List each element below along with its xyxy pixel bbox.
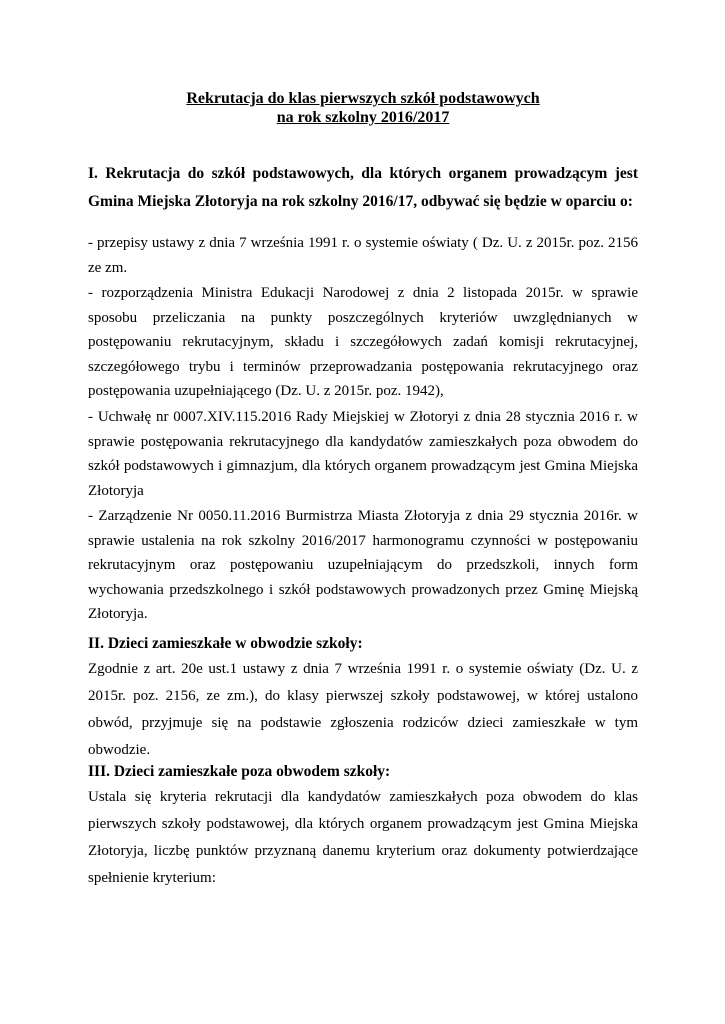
document-title-line2: na rok szkolny 2016/2017 xyxy=(276,109,450,126)
section1-item-3: - Uchwałę nr 0007.XIV.115.2016 Rady Miejskiej w Złotoryi z dnia 28 stycznia 2016 r. w sprawie postępowania rekrutacyjnego dla kandydatów zamieszkałych poza obwodem do szkół podstawowych i gimnazjum, dla których organem prowadzącym jest Gmina Miejska Złotoryja xyxy=(88,409,638,499)
section1-item-2: - rozporządzenia Ministra Edukacji Narodowej z dnia 2 listopada 2015r. w sprawie sposobu przeliczania na punkty poszczególnych kryteriów uwzględnianych w postępowaniu rekrutacyjnym, składu i szczegółowych zadań komisji rekrutacyjnej, szczegółowego trybu i terminów przeprowadzania postępowania rekrutacyjnego oraz postępowania uzupełniającego (Dz. U. z 2015r. poz. 1942), xyxy=(88,285,638,399)
section3-heading: III. Dzieci zamieszkałe poza obwodem szkoły: xyxy=(88,763,391,780)
section1-item-1: - przepisy ustawy z dnia 7 września 1991 r. o systemie oświaty ( Dz. U. z 2015r. poz. 2156 ze zm. xyxy=(88,235,638,276)
document-title-line1: Rekrutacja do klas pierwszych szkół podstawowych xyxy=(186,90,540,107)
section2-body: Zgodnie z art. 20e ust.1 ustawy z dnia 7 września 1991 r. o systemie oświaty (Dz. U. z 2015r. poz. 2156, ze zm.), do klasy pierwszej szkoły podstawowej, w której ustalono obwód, przyjmuje się na podstawie zgłoszenia rodziców dzieci zamieszkałe w tym obwodzie. xyxy=(88,661,638,758)
section3-body: Ustala się kryteria rekrutacji dla kandydatów zamieszkałych poza obwodem do klas pierwszych szkoły podstawowej, dla których organem prowadzącym jest Gmina Miejska Złotoryja, liczbę punktów przyznaną danemu kryterium oraz dokumenty potwierdzające spełnienie kryterium: xyxy=(88,789,638,886)
section1-item-4: - Zarządzenie Nr 0050.11.2016 Burmistrza Miasta Złotoryja z dnia 29 stycznia 2016r. w sprawie ustalenia na rok szkolny 2016/2017 harmonogramu czynności w postępowaniu rekrutacyjnym oraz postępowaniu uzupełniającym do przedszkoli, innych form wychowania przedszkolnego i szkół podstawowych prowadzonych przez Gminę Miejską Złotoryja. xyxy=(88,508,638,622)
section2-heading: II. Dzieci zamieszkałe w obwodzie szkoły: xyxy=(88,635,363,652)
section1-heading: I. Rekrutacja do szkół podstawowych, dla których organem prowadzącym jest Gmina Miejska Złotoryja na rok szkolny 2016/17, odbywać się będzie w oparciu o: xyxy=(88,165,638,210)
